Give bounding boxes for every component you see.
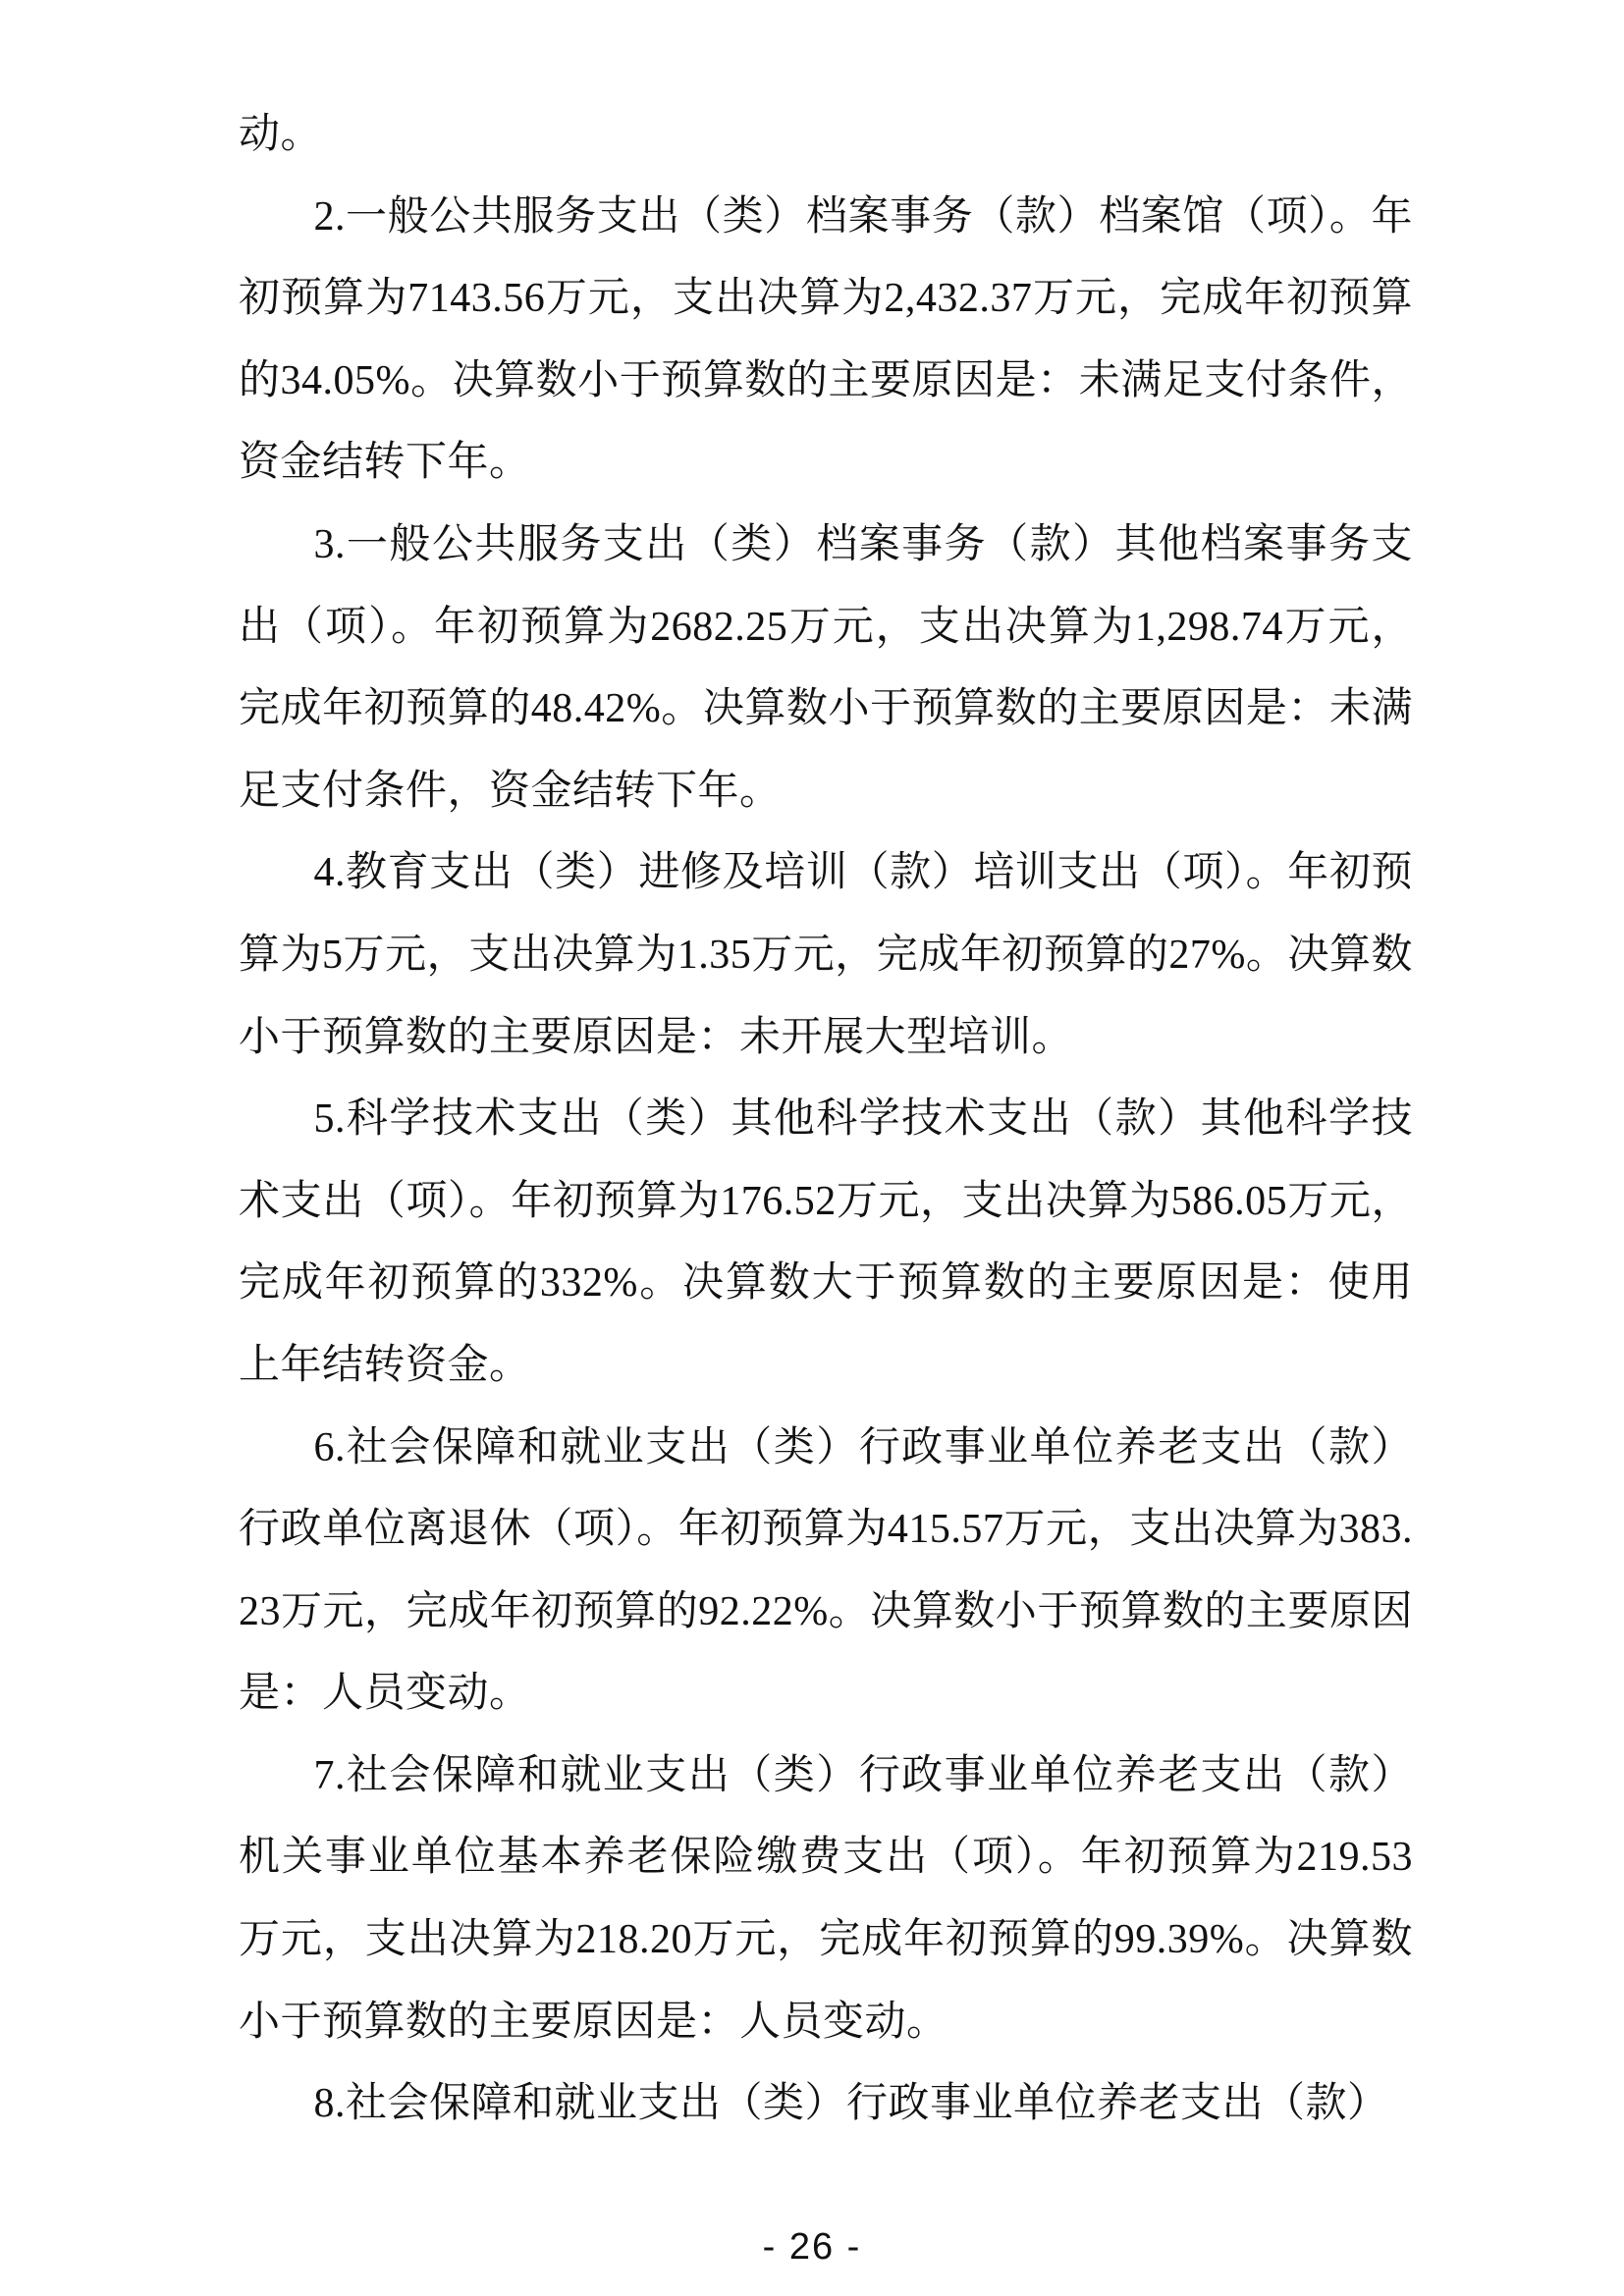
paragraph-2: 2.一般公共服务支出（类）档案事务（款）档案馆（项）。年初预算为7143.56万元，支出决算为2,432.37万元，完成年初预算的34.05%。决算数小于预算数的主要原因是：未满足支付条件，资金结转下年。: [239, 193, 1413, 486]
paragraph-8: 8.社会保障和就业支出（类）行政事业单位养老支出（款）: [313, 2081, 1389, 2127]
paragraph-3: 3.一般公共服务支出（类）档案事务（款）其他档案事务支出（项）。年初预算为2682.25万元，支出决算为1,298.74万元，完成年初预算的48.42%。决算数小于预算数的主要原因是：未满足支付条件，资金结转下年。: [239, 521, 1413, 814]
paragraph-7: 7.社会保障和就业支出（类）行政事业单位养老支出（款）机关事业单位基本养老保险缴费支出（项）。年初预算为219.53万元，支出决算为218.20万元，完成年初预算的99.39%。决算数小于预算数的主要原因是：人员变动。: [239, 1752, 1413, 2045]
paragraph-1: 动。: [239, 112, 323, 157]
paragraph-6: 6.社会保障和就业支出（类）行政事业单位养老支出（款）行政单位离退休（项）。年初预算为415.57万元，支出决算为383.23万元，完成年初预算的92.22%。决算数小于预算数的主要原因是：人员变动。: [239, 1424, 1413, 1717]
paragraph-5: 5.科学技术支出（类）其他科学技术支出（款）其他科学技术支出（项）。年初预算为176.52万元，支出决算为586.05万元，完成年初预算的332%。决算数大于预算数的主要原因是：使用上年结转资金。: [239, 1096, 1413, 1388]
document-body: [239, 94, 1413, 2146]
paragraph-4: 4.教育支出（类）进修及培训（款）培训支出（项）。年初预算为5万元，支出决算为1.35万元，完成年初预算的27%。决算数小于预算数的主要原因是：未开展大型培训。: [239, 850, 1413, 1060]
page-number: - 26 -: [762, 2226, 862, 2268]
